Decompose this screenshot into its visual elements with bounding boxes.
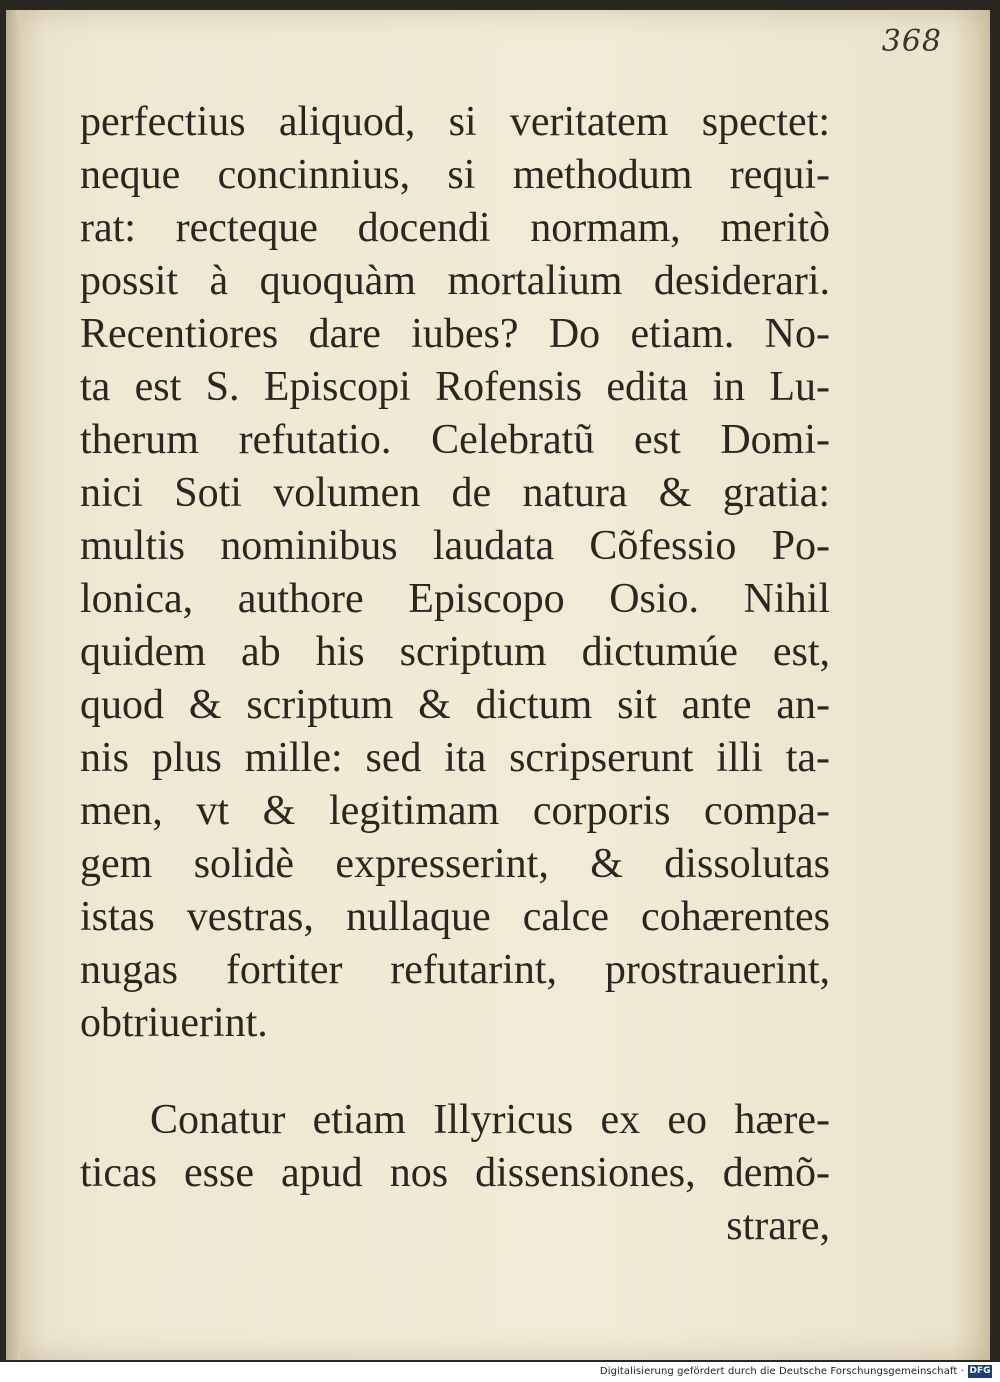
footer-bar: [0, 1362, 1000, 1382]
text-line: istas vestras, nullaque calce cohærentes: [80, 894, 830, 940]
text-line: Recentiores dare iubes? Do etiam. No-: [80, 311, 830, 357]
catchword: strare,: [726, 1203, 830, 1249]
text-line: ta est S. Episcopi Rofensis edita in Lu-: [80, 364, 830, 410]
text-line: obtriuerint.: [80, 1000, 268, 1046]
text-line: ticas esse apud nos dissensiones, demõ-: [80, 1150, 830, 1196]
text-line: rat: recteque docendi normam, meritò: [80, 205, 830, 251]
page-gutter-edge: [6, 10, 20, 1360]
text-line: quidem ab his scriptum dictumúe est,: [80, 629, 830, 675]
text-line: multis nominibus laudata Cõfessio Po-: [80, 523, 830, 569]
text-line: quod & scriptum & dictum sit ante an-: [80, 682, 830, 728]
text-line: possit à quoquàm mortalium desiderari.: [80, 258, 830, 304]
text-line: perfectius aliquod, si veritatem spectet:: [80, 99, 830, 145]
text-line: gem solidè expresserint, & dissolutas: [80, 841, 830, 887]
text-line: nugas fortiter refutarint, prostrauerint,: [80, 947, 830, 993]
text-line: therum refutatio. Celebratũ est Domi-: [80, 417, 830, 463]
text-line: lonica, authore Episcopo Osio. Nihil: [80, 576, 830, 622]
text-line: nici Soti volumen de natura & gratia:: [80, 470, 830, 516]
paragraph-gap: [80, 1050, 830, 1094]
page-text: [80, 96, 830, 1253]
text-line: Conatur etiam Illyricus ex eo hære-: [150, 1097, 830, 1143]
text-line: neque concinnius, si methodum requi-: [80, 152, 830, 198]
text-line: nis plus mille: sed ita scripserunt illi ta-: [80, 735, 830, 781]
dfg-logo: DFG: [969, 1366, 991, 1376]
funding-credit: Digitalisierung gefördert durch die Deutsche Forschungsgemeinschaft ·: [599, 1366, 964, 1377]
text-line: men, vt & legitimam corporis compa-: [80, 788, 830, 834]
folio-number: 368: [881, 24, 942, 59]
